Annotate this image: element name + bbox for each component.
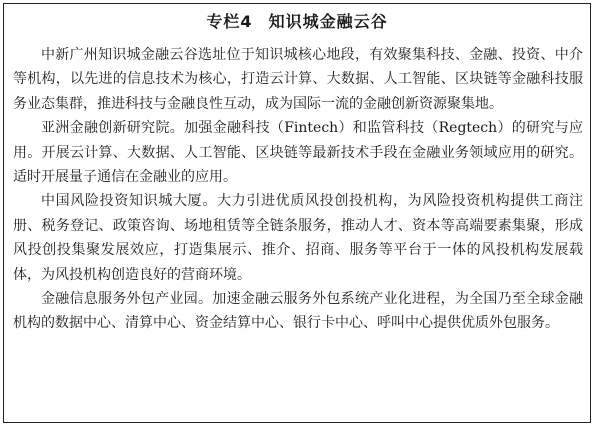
- paragraph-text: 大力引进优质风投创投机构，为风险投资机构提供工商注册、税务登记、政策咨询、场地租赁等全链条服务，推动人才、资本等高端要素集聚，形成风投创投集聚发展效应，打造集展示、推介、招商、服务等平台于一体的风投机构发展载体，为风投机构创造良好的营商环境。: [13, 193, 583, 283]
- box-title-number: 专栏4: [206, 12, 253, 31]
- box-title-text: 知识城金融云谷: [268, 12, 388, 31]
- paragraph-lead: 中国风险投资知识城大厦。: [41, 193, 217, 210]
- paragraph-venture-capital-tower: [13, 189, 583, 287]
- paragraph-text: 加强金融科技（Fintech）和监管科技（Regtech）的研究与应用。开展云计算、大数据、人工智能、区块链等最新技术手段在金融业务领域应用的研究。适时开展量子通信在金融业的应用。: [13, 120, 583, 186]
- paragraph-lead: 亚洲金融创新研究院。: [41, 120, 185, 137]
- box-title: [4, 12, 590, 32]
- box-content: [13, 43, 583, 336]
- paragraph-asia-finance-institute: [13, 116, 583, 189]
- paragraph-text: 加速金融云服务外包系统产业化进程，为全国乃至全球金融机构的数据中心、清算中心、资金结算中心、银行卡中心、呼叫中心提供优质外包服务。: [13, 291, 584, 332]
- paragraph-outsourcing-park: [13, 287, 583, 336]
- paragraph-text: 中新广州知识城金融云谷选址位于知识城核心地段，有效聚集科技、金融、投资、中介等机构，以先进的信息技术为核心，打造云计算、大数据、人工智能、区块链等金融科技服务业态集群，推进科技与金融良性互动，成为国际一流的金融创新资源聚集地。: [13, 47, 583, 112]
- paragraph-lead: 金融信息服务外包产业园。: [41, 291, 213, 308]
- paragraph-intro: [13, 43, 583, 116]
- column-box: [3, 3, 591, 423]
